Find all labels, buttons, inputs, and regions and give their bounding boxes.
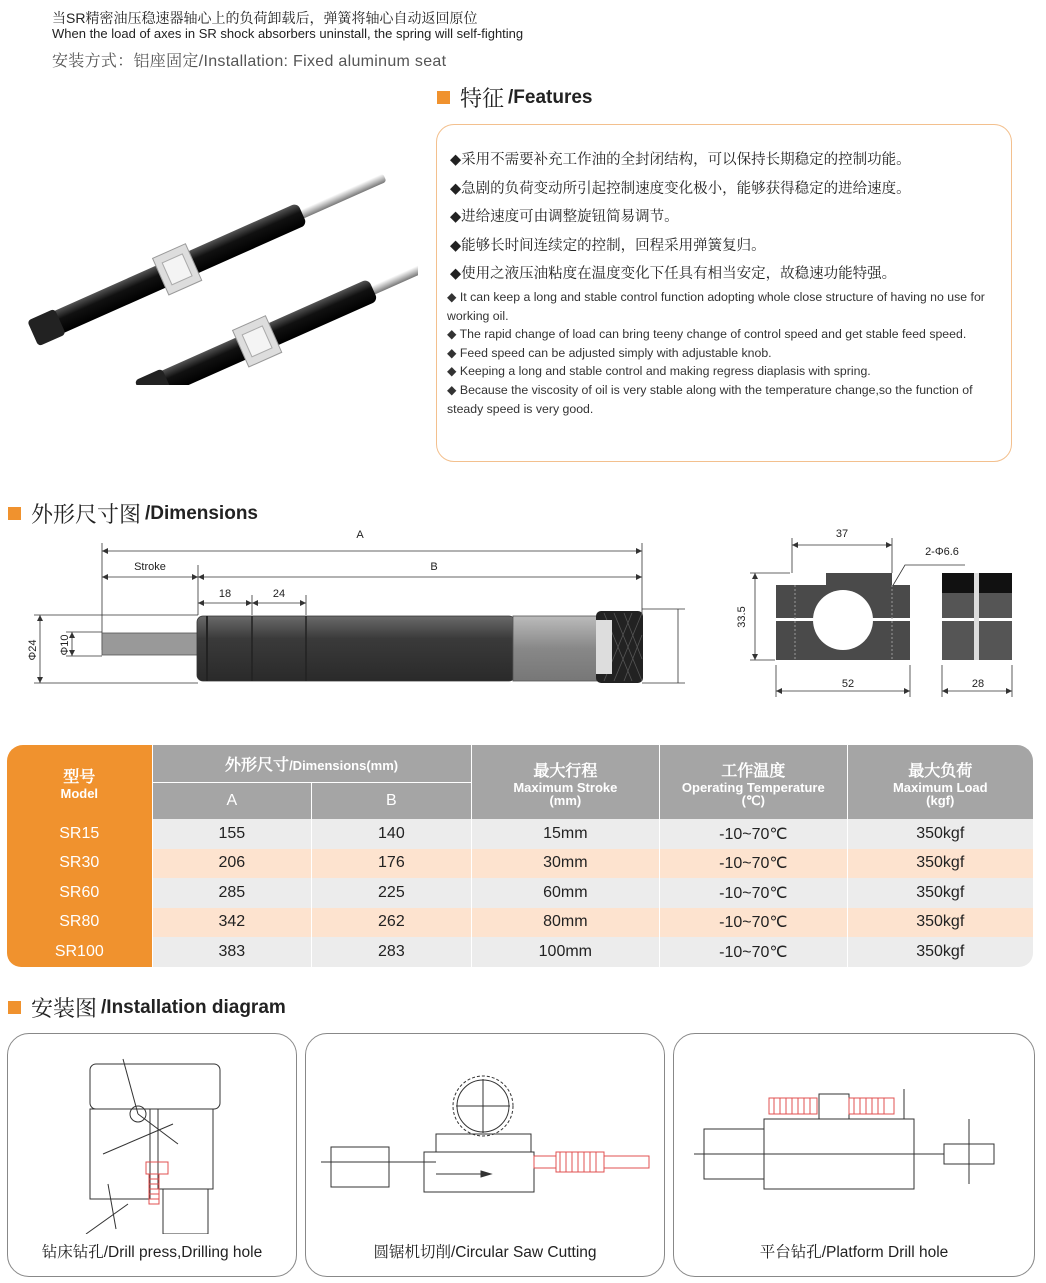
header-load bbox=[847, 745, 1033, 819]
cell-a: 155 bbox=[152, 819, 312, 849]
label-52: 52 bbox=[841, 678, 855, 690]
header-dim-en: /Dimensions(mm) bbox=[289, 757, 399, 773]
cell-temp: -10~70℃ bbox=[660, 908, 847, 938]
cell-a: 383 bbox=[152, 937, 312, 967]
header-load-unit: (kgf) bbox=[926, 792, 955, 808]
section-marker bbox=[8, 1001, 21, 1014]
cell-b: 176 bbox=[312, 849, 472, 879]
header-stroke-zh: 最大行程 bbox=[533, 762, 598, 780]
cell-load: 350kgf bbox=[847, 849, 1033, 879]
install-box-drill-press bbox=[7, 1033, 297, 1277]
dimensions-title-zh: 外形尺寸图 bbox=[31, 502, 142, 527]
feature-en-item: ◆ Because the viscosity of oil is very stable along with the temperature change,so the function of steady speed is very good. bbox=[447, 382, 973, 416]
drill-press-illustration bbox=[8, 1034, 296, 1234]
header-stroke bbox=[471, 745, 659, 819]
installation-method: 安装方式：铝座固定/Installation: Fixed aluminum seat bbox=[52, 53, 447, 70]
feature-zh-item: ◆使用之液压油粘度在温度变化下任具有相当安定，故稳速功能特强。 bbox=[450, 266, 897, 282]
header-dimensions bbox=[152, 745, 471, 782]
header-dim-zh: 外形尺寸 bbox=[225, 756, 290, 774]
feature-en-item: ◆ Feed speed can be adjusted simply with adjustable knob. bbox=[447, 345, 772, 360]
feature-zh-item: ◆采用不需要补充工作油的全封闭结构，可以保持长期稳定的控制功能。 bbox=[450, 152, 911, 168]
table-row bbox=[7, 849, 1033, 879]
cell-a: 342 bbox=[152, 908, 312, 938]
caption-platform-drill: 平台钻孔/Platform Drill hole bbox=[759, 1244, 949, 1261]
feature-zh-item: ◆能够长时间连续定的控制，回程采用弹簧复归。 bbox=[450, 237, 766, 254]
cell-b: 140 bbox=[312, 819, 472, 849]
features-heading bbox=[437, 82, 593, 113]
features-list-en bbox=[447, 288, 1007, 418]
platform-drill-illustration bbox=[674, 1034, 1034, 1234]
intro-line-en: When the load of axes in SR shock absorbers uninstall, the spring will self-fighting bbox=[52, 26, 524, 41]
install-box-circular-saw bbox=[305, 1033, 665, 1277]
cell-stroke: 30mm bbox=[471, 849, 659, 879]
installation-title-zh: 安装图 bbox=[31, 996, 98, 1021]
header-temp-unit: (℃) bbox=[741, 792, 765, 808]
cell-model: SR60 bbox=[7, 878, 152, 908]
header-temp-en: Operating Temperature bbox=[681, 779, 825, 795]
installation-heading bbox=[8, 992, 286, 1023]
cell-b: 262 bbox=[312, 908, 472, 938]
label-37: 37 bbox=[835, 528, 849, 540]
cell-b: 283 bbox=[312, 937, 472, 967]
features-title-zh: 特征 bbox=[460, 86, 505, 111]
section-marker bbox=[8, 507, 21, 520]
cell-load: 350kgf bbox=[847, 908, 1033, 938]
feature-zh-item: ◆进给速度可由调整旋钮简易调节。 bbox=[450, 209, 679, 225]
install-box-platform-drill bbox=[673, 1033, 1035, 1277]
product-photo bbox=[8, 170, 418, 385]
label-a: A bbox=[356, 529, 364, 541]
label-18: 18 bbox=[218, 588, 232, 600]
header-a: A bbox=[152, 782, 312, 819]
features-list-zh bbox=[450, 146, 911, 289]
dimension-drawing bbox=[0, 525, 1046, 700]
dimensions-title-en: /Dimensions bbox=[145, 502, 258, 524]
cell-load: 350kgf bbox=[847, 878, 1033, 908]
label-b: B bbox=[430, 561, 438, 573]
spec-table bbox=[7, 745, 1033, 967]
features-title-en: /Features bbox=[508, 86, 593, 108]
header-b: B bbox=[312, 782, 472, 819]
label-28: 28 bbox=[971, 678, 985, 690]
cell-load: 350kgf bbox=[847, 937, 1033, 967]
header-model-zh: 型号 bbox=[63, 769, 96, 786]
header-stroke-en: Maximum Stroke bbox=[513, 779, 618, 795]
feature-en-item: ◆ The rapid change of load can bring teeny change of control speed and get stable feed speed. bbox=[447, 327, 967, 342]
caption-circular-saw: 圆锯机切削/Circular Saw Cutting bbox=[373, 1244, 597, 1261]
section-marker bbox=[437, 91, 450, 104]
header-temp bbox=[660, 745, 847, 819]
header-temp-zh: 工作温度 bbox=[721, 762, 786, 780]
label-24: 24 bbox=[272, 588, 286, 600]
label-phi24: Φ24 bbox=[27, 639, 39, 661]
table-row bbox=[7, 908, 1033, 938]
cell-temp: -10~70℃ bbox=[660, 819, 847, 849]
cell-stroke: 15mm bbox=[471, 819, 659, 849]
cell-stroke: 60mm bbox=[471, 878, 659, 908]
table-row bbox=[7, 819, 1033, 849]
intro-line-zh: 当SR精密油压稳速器轴心上的负荷卸载后，弹簧将轴心自动返回原位 bbox=[52, 10, 478, 26]
cell-temp: -10~70℃ bbox=[660, 937, 847, 967]
label-phi10: Φ10 bbox=[59, 634, 71, 656]
table-row bbox=[7, 937, 1033, 967]
installation-title-en: /Installation diagram bbox=[101, 996, 286, 1018]
cell-temp: -10~70℃ bbox=[660, 849, 847, 879]
cell-load: 350kgf bbox=[847, 819, 1033, 849]
cell-model: SR30 bbox=[7, 849, 152, 879]
header-stroke-unit: (mm) bbox=[549, 792, 582, 808]
cell-a: 285 bbox=[152, 878, 312, 908]
label-33-5: 33.5 bbox=[736, 606, 748, 628]
cell-model: SR15 bbox=[7, 819, 152, 849]
header-model bbox=[7, 745, 152, 819]
feature-en-item: ◆ Keeping a long and stable control and making regress diaplasis with spring. bbox=[447, 364, 871, 379]
cell-model: SR100 bbox=[7, 937, 152, 967]
label-hole: 2-Φ6.6 bbox=[925, 546, 959, 558]
feature-zh-item: ◆急剧的负荷变动所引起控制速度变化极小，能够获得稳定的进给速度。 bbox=[450, 180, 911, 197]
header-load-en: Maximum Load bbox=[892, 779, 988, 795]
cell-stroke: 100mm bbox=[471, 937, 659, 967]
feature-en-item: ◆ It can keep a long and stable control function adopting whole close structure of having no use for working oil. bbox=[447, 290, 985, 323]
cell-a: 206 bbox=[152, 849, 312, 879]
cell-b: 225 bbox=[312, 878, 472, 908]
cell-stroke: 80mm bbox=[471, 908, 659, 938]
label-stroke: Stroke bbox=[134, 561, 166, 573]
table-row bbox=[7, 878, 1033, 908]
header-load-zh: 最大负荷 bbox=[908, 762, 973, 780]
caption-drill-press: 钻床钻孔/Drill press,Drilling hole bbox=[41, 1244, 263, 1261]
header-model-en: Model bbox=[60, 786, 99, 801]
cell-temp: -10~70℃ bbox=[660, 878, 847, 908]
cell-model: SR80 bbox=[7, 908, 152, 938]
circular-saw-illustration bbox=[306, 1034, 664, 1234]
